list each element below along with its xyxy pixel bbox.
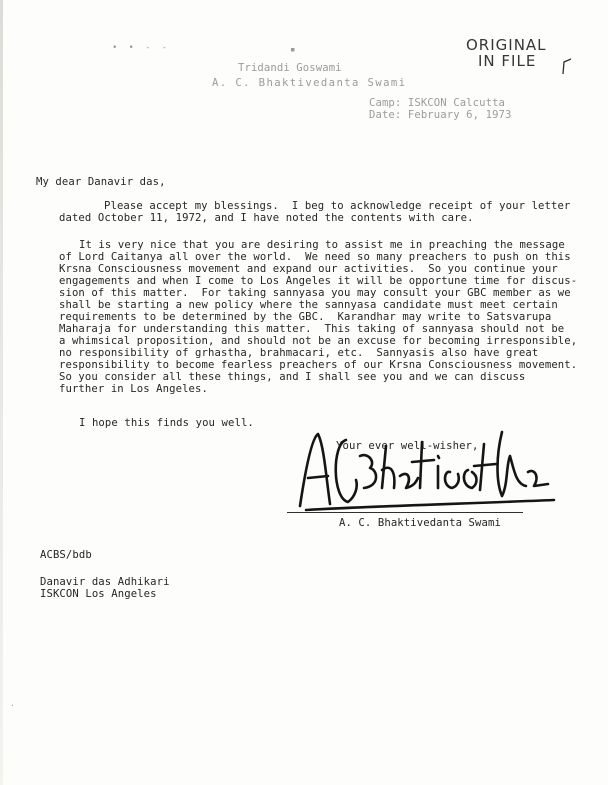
para2-line1: It is very nice that you are desiring to assist me in preaching the message (79, 239, 565, 251)
signature-rule (287, 512, 523, 513)
para2-line4: engagements and when I come to Los Angeles it will be opportune time for discus- (59, 275, 578, 287)
para2-line2: of Lord Caitanya all over the world. We need so many preachers to push on this (59, 251, 571, 263)
para2-line3: Krsna Consciousness movement and expand our activities. So you continue your (59, 263, 558, 275)
scan-speck: · (10, 701, 15, 710)
para2-line12: So you consider all these things, and I shall see you and we can discuss (59, 371, 526, 383)
scan-artifact-mark: ▪ (290, 45, 296, 55)
recipient-place: ISKCON Los Angeles (40, 588, 157, 600)
para2-line8: Maharaja for understanding this matter. This taking of sannyasa should not be (59, 323, 565, 335)
camp-line: Camp: ISKCON Calcutta (369, 97, 506, 109)
para3: I hope this finds you well. (79, 417, 254, 429)
scan-artifact: • • - - (112, 43, 168, 53)
para2-line9: a whimsical proposition, and should not be an excuse for becoming irresponsible, (59, 335, 578, 347)
signature-script-text: AC Bhaktivedanta Swami (296, 411, 508, 430)
corner-mark (560, 56, 574, 76)
para1-line1: Please accept my blessings. I beg to acknowledge receipt of your letter (104, 200, 571, 212)
letterhead-title: Tridandi Goswami (238, 62, 342, 74)
para2-line11: responsibility to become fearless preachers of our Krsna Consciousness movement. (59, 359, 578, 371)
scan-edge (0, 0, 3, 785)
para2-line10: no responsibility of grhastha, brahmacari, etc. Sannyasis also have great (59, 347, 539, 359)
para2-line6: shall be starting a new policy where the sannyasa candidate must meet certain (59, 299, 558, 311)
stamp-line2: IN FILE (478, 52, 537, 70)
para2-line5: sion of this matter. For taking sannyasa you may consult your GBC member as we (59, 287, 571, 299)
letterhead-name: A. C. Bhaktivedanta Swami (212, 77, 407, 89)
handwritten-signature (296, 411, 558, 512)
stamp-line1: ORIGINAL (466, 36, 547, 54)
para1-line2: dated October 11, 1972, and I have noted the contents with care. (59, 212, 474, 224)
para2-line13: further in Los Angeles. (59, 383, 208, 395)
date-line: Date: February 6, 1973 (369, 109, 512, 121)
recipient-name: Danavir das Adhikari (40, 576, 170, 588)
para2-line7: requirements to be determined by the GBC. Karandhar may write to Satsvarupa (59, 311, 552, 323)
signature-name: A. C. Bhaktivedanta Swami (339, 517, 501, 529)
initials: ACBS/bdb (40, 549, 92, 561)
original-in-file-stamp (466, 36, 547, 70)
salutation: My dear Danavir das, (36, 176, 166, 188)
closing: Your ever well-wisher, (336, 440, 479, 452)
